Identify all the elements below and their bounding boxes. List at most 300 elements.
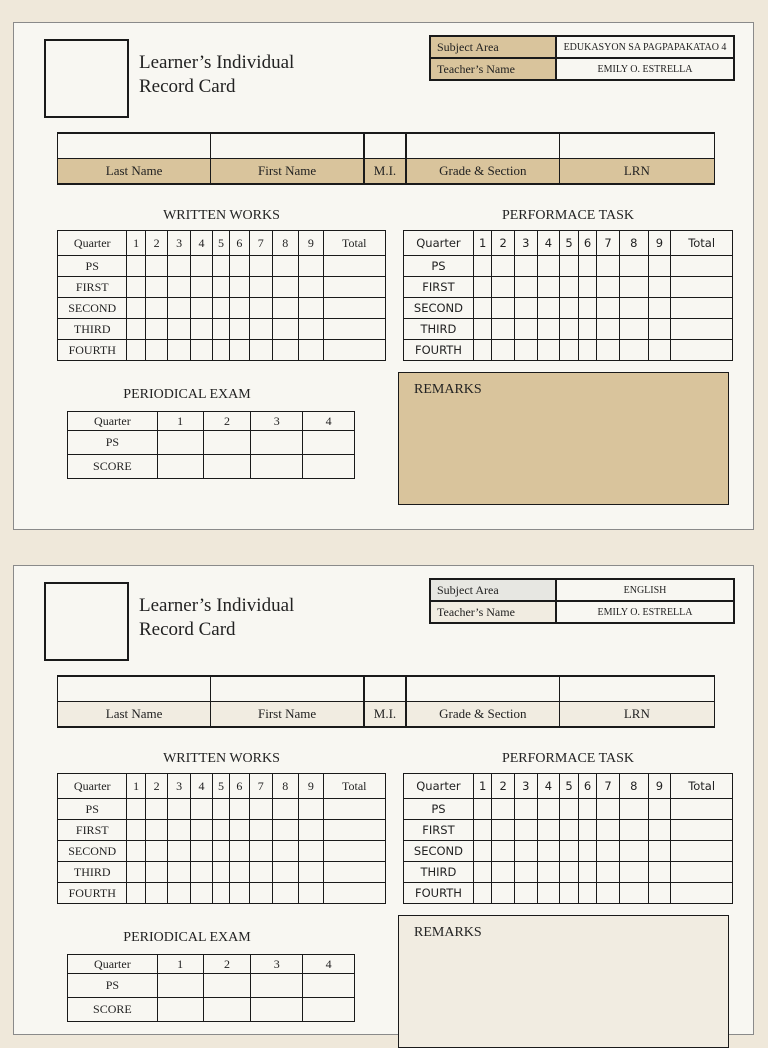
score-cell[interactable]: [492, 820, 515, 841]
score-cell[interactable]: [213, 298, 229, 319]
name-field-input[interactable]: [58, 133, 211, 159]
score-cell[interactable]: [648, 340, 671, 361]
score-cell[interactable]: [168, 277, 190, 298]
score-cell[interactable]: [537, 277, 560, 298]
score-cell[interactable]: [323, 883, 385, 904]
score-cell[interactable]: [560, 319, 579, 340]
score-cell[interactable]: [250, 883, 272, 904]
score-cell[interactable]: [251, 431, 303, 455]
score-cell[interactable]: [272, 820, 299, 841]
score-cell[interactable]: [515, 256, 538, 277]
score-cell[interactable]: [597, 340, 620, 361]
score-cell[interactable]: [127, 883, 145, 904]
score-cell[interactable]: [492, 799, 515, 820]
score-cell[interactable]: [272, 883, 299, 904]
score-cell[interactable]: [229, 883, 249, 904]
score-cell[interactable]: [492, 277, 515, 298]
score-cell[interactable]: [250, 256, 272, 277]
score-cell[interactable]: [168, 799, 190, 820]
score-cell[interactable]: [168, 883, 190, 904]
score-cell[interactable]: [272, 841, 299, 862]
score-cell[interactable]: [492, 841, 515, 862]
column-header: Quarter: [68, 412, 158, 431]
score-cell[interactable]: [619, 277, 648, 298]
score-cell[interactable]: [250, 319, 272, 340]
score-cell[interactable]: [671, 820, 733, 841]
score-cell[interactable]: [619, 841, 648, 862]
score-cell[interactable]: [323, 298, 385, 319]
column-header: 1: [157, 412, 203, 431]
score-cell[interactable]: [145, 277, 167, 298]
score-cell[interactable]: [229, 820, 249, 841]
score-cell[interactable]: [537, 883, 560, 904]
score-cell[interactable]: [648, 256, 671, 277]
row-label: FOURTH: [404, 340, 474, 361]
score-cell[interactable]: [145, 340, 167, 361]
remarks-box[interactable]: [398, 915, 729, 1048]
score-cell[interactable]: [127, 277, 145, 298]
score-cell[interactable]: [473, 883, 492, 904]
score-cell[interactable]: [299, 319, 324, 340]
teacher-row: [430, 58, 734, 80]
score-cell[interactable]: [537, 820, 560, 841]
score-cell[interactable]: [323, 799, 385, 820]
score-cell[interactable]: [127, 298, 145, 319]
score-cell[interactable]: [323, 862, 385, 883]
score-cell[interactable]: [515, 277, 538, 298]
score-cell[interactable]: [127, 799, 145, 820]
score-cell[interactable]: [229, 799, 249, 820]
score-cell[interactable]: [473, 820, 492, 841]
score-cell[interactable]: [213, 799, 229, 820]
performance-task-table: [403, 230, 733, 361]
column-header: 2: [492, 231, 515, 256]
score-cell[interactable]: [671, 298, 733, 319]
name-field-input[interactable]: [559, 676, 714, 702]
score-cell[interactable]: [190, 319, 212, 340]
score-cell[interactable]: [250, 820, 272, 841]
score-cell[interactable]: [648, 820, 671, 841]
score-cell[interactable]: [671, 862, 733, 883]
subject-teacher-box: [429, 578, 735, 624]
column-header: 2: [203, 955, 251, 974]
score-cell[interactable]: [272, 277, 299, 298]
column-header: 8: [272, 774, 299, 799]
row-label: SCORE: [68, 455, 158, 479]
column-header: Total: [671, 231, 733, 256]
score-cell[interactable]: [157, 974, 203, 998]
score-cell[interactable]: [473, 340, 492, 361]
score-cell[interactable]: [492, 340, 515, 361]
column-header: 3: [251, 955, 303, 974]
learner-name-table: [57, 132, 715, 185]
score-cell[interactable]: [203, 455, 251, 479]
score-cell[interactable]: [299, 820, 324, 841]
remarks-label: REMARKS: [414, 382, 482, 397]
score-cell[interactable]: [168, 298, 190, 319]
name-field-input[interactable]: [406, 676, 559, 702]
score-cell[interactable]: [515, 862, 538, 883]
teacher-name-value[interactable]: EMILY O. ESTRELLA: [556, 601, 734, 623]
score-cell[interactable]: [213, 340, 229, 361]
periodical-exam-title: PERIODICAL EXAM: [123, 387, 251, 402]
score-cell[interactable]: [492, 319, 515, 340]
score-cell[interactable]: [323, 277, 385, 298]
table-row: [58, 799, 386, 820]
score-cell[interactable]: [299, 277, 324, 298]
score-cell[interactable]: [127, 256, 145, 277]
score-cell[interactable]: [597, 277, 620, 298]
score-cell[interactable]: [323, 841, 385, 862]
column-header: 6: [229, 231, 249, 256]
score-cell[interactable]: [515, 319, 538, 340]
score-cell[interactable]: [619, 298, 648, 319]
column-header: 3: [168, 231, 190, 256]
score-cell[interactable]: [213, 820, 229, 841]
score-cell[interactable]: [537, 319, 560, 340]
score-cell[interactable]: [560, 883, 579, 904]
subject-area-label: Subject Area: [430, 36, 556, 58]
score-cell[interactable]: [578, 799, 597, 820]
remarks-box[interactable]: [398, 372, 729, 505]
score-cell[interactable]: [190, 298, 212, 319]
score-cell[interactable]: [619, 862, 648, 883]
score-cell[interactable]: [323, 319, 385, 340]
score-cell[interactable]: [537, 862, 560, 883]
learner-name-table: [57, 675, 715, 728]
teacher-name-value[interactable]: EMILY O. ESTRELLA: [556, 58, 734, 80]
score-cell[interactable]: [299, 256, 324, 277]
score-cell[interactable]: [190, 841, 212, 862]
score-cell[interactable]: [272, 319, 299, 340]
score-cell[interactable]: [168, 256, 190, 277]
score-cell[interactable]: [145, 883, 167, 904]
row-label: FIRST: [404, 820, 474, 841]
score-cell[interactable]: [619, 256, 648, 277]
score-cell[interactable]: [597, 841, 620, 862]
score-cell[interactable]: [303, 455, 355, 479]
score-cell[interactable]: [203, 998, 251, 1022]
name-input-row: [58, 133, 715, 159]
score-cell[interactable]: [272, 799, 299, 820]
score-cell[interactable]: [537, 340, 560, 361]
score-cell[interactable]: [190, 340, 212, 361]
score-cell[interactable]: [619, 799, 648, 820]
score-cell[interactable]: [619, 883, 648, 904]
table-row: [68, 998, 355, 1022]
score-cell[interactable]: [560, 277, 579, 298]
score-cell[interactable]: [251, 974, 303, 998]
score-cell[interactable]: [671, 799, 733, 820]
row-label: THIRD: [404, 319, 474, 340]
name-field-input[interactable]: [406, 133, 559, 159]
row-label: THIRD: [404, 862, 474, 883]
score-cell[interactable]: [578, 862, 597, 883]
score-cell[interactable]: [145, 298, 167, 319]
name-field-label: M.I.: [364, 702, 406, 728]
name-field-input[interactable]: [211, 133, 364, 159]
name-field-label: First Name: [211, 702, 364, 728]
score-cell[interactable]: [323, 256, 385, 277]
score-cell[interactable]: [560, 298, 579, 319]
score-cell[interactable]: [145, 862, 167, 883]
column-header: Quarter: [404, 774, 474, 799]
column-header: 6: [229, 774, 249, 799]
score-cell[interactable]: [597, 820, 620, 841]
score-cell[interactable]: [648, 319, 671, 340]
written-works-table-header-row: [58, 774, 386, 799]
column-header: 8: [619, 231, 648, 256]
score-cell[interactable]: [597, 862, 620, 883]
photo-box: [44, 582, 129, 661]
score-cell[interactable]: [127, 841, 145, 862]
score-cell[interactable]: [168, 841, 190, 862]
score-cell[interactable]: [190, 883, 212, 904]
written-works-table-header-row: [58, 231, 386, 256]
title-line-1: Learner’s Individual: [139, 52, 295, 73]
score-cell[interactable]: [299, 340, 324, 361]
score-cell[interactable]: [619, 340, 648, 361]
score-cell[interactable]: [229, 841, 249, 862]
score-cell[interactable]: [145, 256, 167, 277]
score-cell[interactable]: [578, 298, 597, 319]
name-field-input[interactable]: [58, 676, 211, 702]
score-cell[interactable]: [671, 340, 733, 361]
score-cell[interactable]: [597, 799, 620, 820]
score-cell[interactable]: [229, 340, 249, 361]
score-cell[interactable]: [250, 277, 272, 298]
score-cell[interactable]: [157, 431, 203, 455]
table-row: [58, 883, 386, 904]
row-label: THIRD: [58, 319, 127, 340]
score-cell[interactable]: [537, 256, 560, 277]
score-cell[interactable]: [515, 340, 538, 361]
column-header: 1: [157, 955, 203, 974]
score-cell[interactable]: [168, 862, 190, 883]
score-cell[interactable]: [190, 862, 212, 883]
score-cell[interactable]: [127, 319, 145, 340]
column-header: Total: [671, 774, 733, 799]
score-cell[interactable]: [127, 340, 145, 361]
score-cell[interactable]: [515, 883, 538, 904]
score-cell[interactable]: [619, 319, 648, 340]
score-cell[interactable]: [492, 298, 515, 319]
score-cell[interactable]: [229, 256, 249, 277]
score-cell[interactable]: [597, 298, 620, 319]
score-cell[interactable]: [229, 862, 249, 883]
name-field-input[interactable]: [364, 133, 406, 159]
score-cell[interactable]: [473, 862, 492, 883]
score-cell[interactable]: [213, 883, 229, 904]
score-cell[interactable]: [671, 256, 733, 277]
score-cell[interactable]: [560, 862, 579, 883]
score-cell[interactable]: [272, 256, 299, 277]
score-cell[interactable]: [168, 340, 190, 361]
score-cell[interactable]: [515, 799, 538, 820]
row-label: FIRST: [404, 277, 474, 298]
score-cell[interactable]: [272, 340, 299, 361]
score-cell[interactable]: [203, 431, 251, 455]
score-cell[interactable]: [597, 883, 620, 904]
column-header: 7: [250, 774, 272, 799]
score-cell[interactable]: [251, 998, 303, 1022]
score-cell[interactable]: [578, 277, 597, 298]
score-cell[interactable]: [303, 431, 355, 455]
column-header: 4: [303, 955, 355, 974]
performance-task-table-header-row: [404, 774, 733, 799]
score-cell[interactable]: [492, 256, 515, 277]
column-header: 9: [648, 231, 671, 256]
score-cell[interactable]: [190, 256, 212, 277]
score-cell[interactable]: [671, 319, 733, 340]
name-field-label: M.I.: [364, 159, 406, 185]
column-header: 5: [213, 231, 229, 256]
score-cell[interactable]: [323, 820, 385, 841]
column-header: Quarter: [58, 231, 127, 256]
score-cell[interactable]: [619, 820, 648, 841]
score-cell[interactable]: [213, 277, 229, 298]
row-label: PS: [58, 256, 127, 277]
score-cell[interactable]: [229, 277, 249, 298]
score-cell[interactable]: [492, 883, 515, 904]
score-cell[interactable]: [127, 820, 145, 841]
score-cell[interactable]: [648, 298, 671, 319]
score-cell[interactable]: [299, 799, 324, 820]
score-cell[interactable]: [190, 799, 212, 820]
score-cell[interactable]: [671, 841, 733, 862]
title-line-2: Record Card: [139, 76, 236, 97]
periodical-exam-table: [67, 954, 355, 1022]
score-cell[interactable]: [648, 883, 671, 904]
name-field-input[interactable]: [211, 676, 364, 702]
periodical-exam-title: PERIODICAL EXAM: [123, 930, 251, 945]
score-cell[interactable]: [145, 841, 167, 862]
name-field-label: LRN: [559, 159, 714, 185]
name-field-label: First Name: [211, 159, 364, 185]
score-cell[interactable]: [560, 841, 579, 862]
score-cell[interactable]: [168, 319, 190, 340]
score-cell[interactable]: [560, 799, 579, 820]
score-cell[interactable]: [473, 256, 492, 277]
score-cell[interactable]: [299, 298, 324, 319]
name-field-label: LRN: [559, 702, 714, 728]
score-cell[interactable]: [127, 862, 145, 883]
score-cell[interactable]: [492, 862, 515, 883]
score-cell[interactable]: [250, 841, 272, 862]
name-field-label: Last Name: [58, 702, 211, 728]
score-cell[interactable]: [648, 277, 671, 298]
score-cell[interactable]: [537, 799, 560, 820]
name-field-input[interactable]: [364, 676, 406, 702]
score-cell[interactable]: [251, 455, 303, 479]
score-cell[interactable]: [560, 340, 579, 361]
score-cell[interactable]: [578, 319, 597, 340]
score-cell[interactable]: [250, 340, 272, 361]
column-header: 5: [560, 774, 579, 799]
subject-area-value[interactable]: ENGLISH: [556, 579, 734, 601]
score-cell[interactable]: [250, 298, 272, 319]
score-cell[interactable]: [213, 841, 229, 862]
score-cell[interactable]: [299, 862, 324, 883]
row-label: PS: [68, 974, 158, 998]
score-cell[interactable]: [671, 277, 733, 298]
score-cell[interactable]: [537, 298, 560, 319]
score-cell[interactable]: [515, 820, 538, 841]
score-cell[interactable]: [597, 319, 620, 340]
name-field-input[interactable]: [559, 133, 714, 159]
score-cell[interactable]: [515, 298, 538, 319]
score-cell[interactable]: [168, 820, 190, 841]
score-cell[interactable]: [473, 277, 492, 298]
score-cell[interactable]: [203, 974, 251, 998]
score-cell[interactable]: [578, 256, 597, 277]
score-cell[interactable]: [560, 256, 579, 277]
score-cell[interactable]: [473, 319, 492, 340]
score-cell[interactable]: [272, 298, 299, 319]
subject-area-value[interactable]: EDUKASYON SA PAGPAPAKATAO 4: [556, 36, 734, 58]
score-cell[interactable]: [578, 340, 597, 361]
score-cell[interactable]: [303, 974, 355, 998]
score-cell[interactable]: [578, 883, 597, 904]
score-cell[interactable]: [597, 256, 620, 277]
row-label: SECOND: [58, 298, 127, 319]
score-cell[interactable]: [213, 319, 229, 340]
score-cell[interactable]: [299, 841, 324, 862]
score-cell[interactable]: [473, 841, 492, 862]
score-cell[interactable]: [157, 998, 203, 1022]
score-cell[interactable]: [648, 799, 671, 820]
score-cell[interactable]: [272, 862, 299, 883]
score-cell[interactable]: [473, 799, 492, 820]
score-cell[interactable]: [229, 298, 249, 319]
score-cell[interactable]: [537, 841, 560, 862]
score-cell[interactable]: [190, 820, 212, 841]
periodical-exam-table: [67, 411, 355, 479]
score-cell[interactable]: [145, 799, 167, 820]
score-cell[interactable]: [473, 298, 492, 319]
score-cell[interactable]: [213, 256, 229, 277]
score-cell[interactable]: [190, 277, 212, 298]
score-cell[interactable]: [299, 883, 324, 904]
table-row: [58, 820, 386, 841]
name-field-label: Last Name: [58, 159, 211, 185]
row-label: FOURTH: [58, 883, 127, 904]
score-cell[interactable]: [515, 841, 538, 862]
score-cell[interactable]: [578, 820, 597, 841]
row-label: PS: [68, 431, 158, 455]
score-cell[interactable]: [250, 799, 272, 820]
score-cell[interactable]: [323, 340, 385, 361]
score-cell[interactable]: [145, 820, 167, 841]
score-cell[interactable]: [671, 883, 733, 904]
table-row: [58, 841, 386, 862]
score-cell[interactable]: [303, 998, 355, 1022]
score-cell[interactable]: [578, 841, 597, 862]
column-header: Quarter: [404, 231, 474, 256]
table-row: [58, 862, 386, 883]
score-cell[interactable]: [229, 319, 249, 340]
score-cell[interactable]: [145, 319, 167, 340]
score-cell[interactable]: [157, 455, 203, 479]
score-cell[interactable]: [648, 841, 671, 862]
score-cell[interactable]: [213, 862, 229, 883]
teacher-row: [430, 601, 734, 623]
table-row: [68, 455, 355, 479]
score-cell[interactable]: [648, 862, 671, 883]
score-cell[interactable]: [560, 820, 579, 841]
score-cell[interactable]: [250, 862, 272, 883]
column-header: Quarter: [68, 955, 158, 974]
